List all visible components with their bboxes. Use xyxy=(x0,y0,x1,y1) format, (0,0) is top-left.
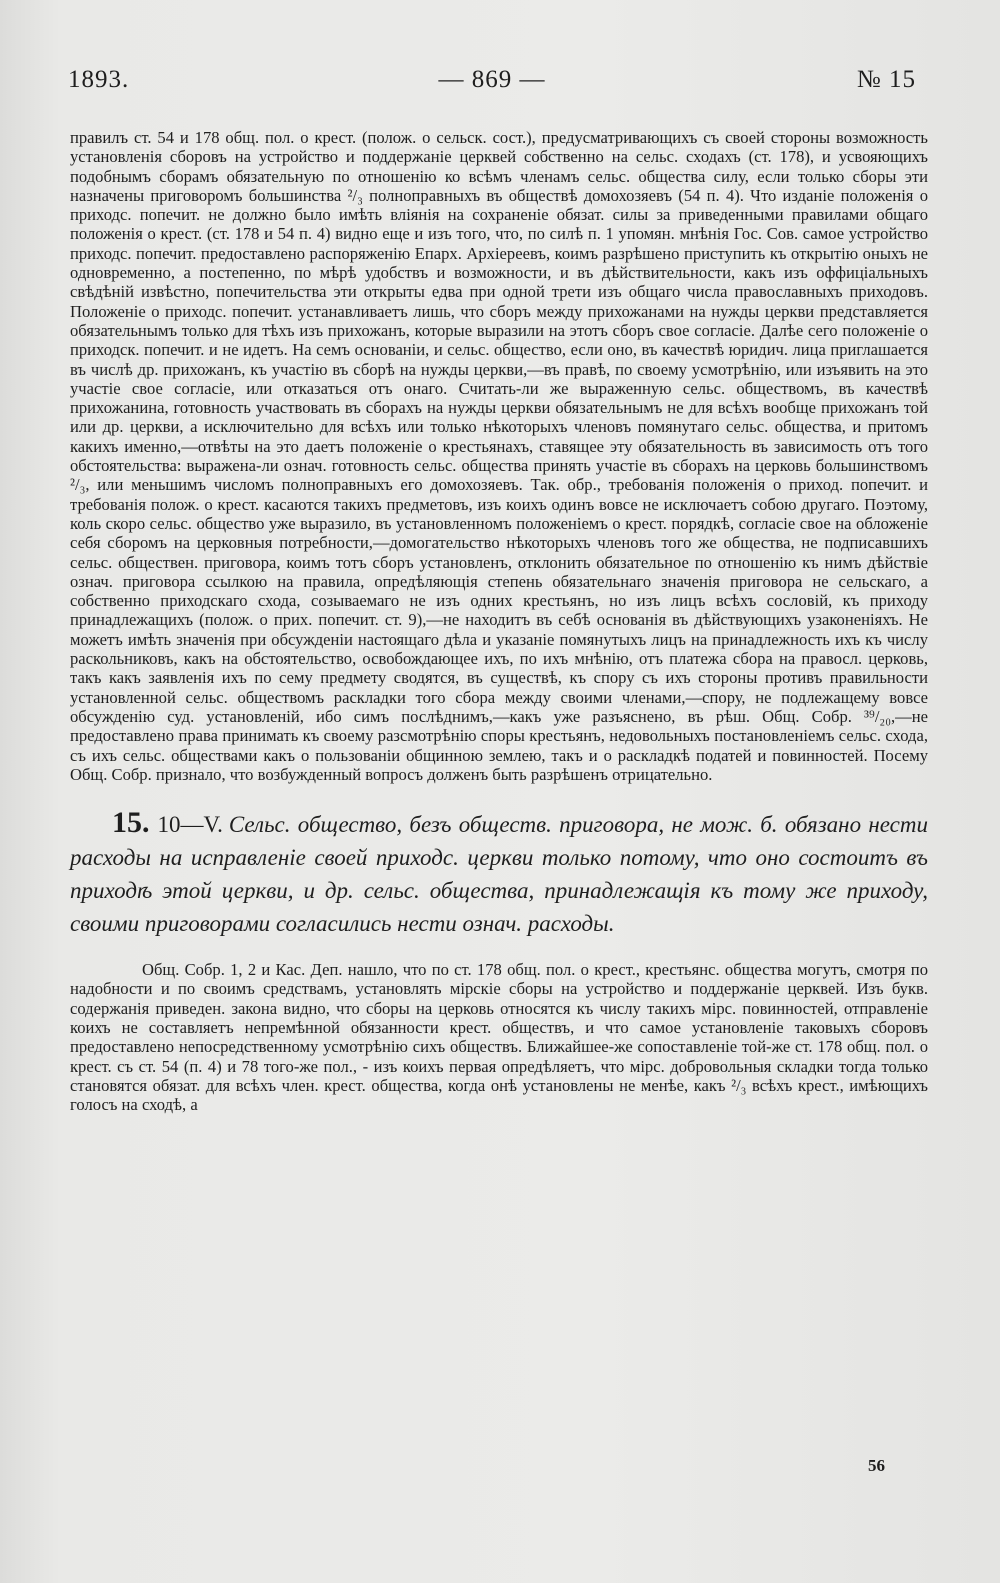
page-header xyxy=(68,66,916,106)
header-page-number: — 869 — xyxy=(438,66,546,93)
decision-date: 10—V. xyxy=(157,812,223,838)
decision-heading xyxy=(70,806,928,940)
header-issue-number: № 15 xyxy=(856,66,916,93)
paragraph-continued: правилъ ст. 54 и 178 общ. пол. о крест. (полож. о сельск. сост.), предусматривающихъ съ своей стороны возможность установленія сборовъ на устройство и поддержаніе церквей собственно на сельс. сходахъ (ст. 178), и усвояющихъ подобнымъ сборамъ обязательную по отношенію ко всѣмъ членамъ сельс. общества силу, если только сборы эти назначены приговоромъ большинства ²/₃ полноправныхъ въ обществѣ домохозяевъ (54 п. 4). Что изданіе положенія о приходс. попечит. не должно было имѣть вліянія на сохраненіе обязат. силы за приведенными правилами общаго положенія о крест. (ст. 178 и 54 п. 4) видно еще и изъ того, что, по силѣ п. 1 упомян. мнѣнія Гос. Сов. самое устройство приходс. попечит. предоставлено распоряженію Епарх. Архіереевъ, коимъ разрѣшено приступить къ открытію оныхъ не одновременно, а постепенно, по мѣрѣ удобствъ и возможности, и въ дѣйствительности, какъ изъ оффиціальныхъ свѣдѣній извѣстно, попечительства эти открыты едва при одной трети изъ общаго числа православныхъ приходовъ. Положеніе о приходс. попечит. устанавливаетъ лишь, что сборъ между прихожанами на нужды церкви представляется обязательнымъ только для тѣхъ изъ прихожанъ, которые выразили на этотъ сборъ свое согласіе. Далѣе сего положеніе о приходск. попечит. и не идетъ. На семъ основаніи, и сельс. общество, если оно, въ качествѣ юридич. лица приглашается въ числѣ др. прихожанъ, къ участію въ сборѣ на нужды церкви,—въ правѣ, по своему усмотрѣнію, или изъявить на это участіе свое согласіе, или отказаться отъ онаго. Считать-ли же выраженную сельс. обществомъ, въ качествѣ прихожанина, готовность участвовать въ сборахъ на нужды церкви обязательнымъ не для всѣхъ вообще прихожанъ той или др. церкви, а исключительно для всѣхъ или только нѣкоторыхъ членовъ помянутаго сельс. общества, и притомъ какихъ именно,—отвѣты на это даетъ положеніе о крестьянахъ, ставящее эту обязательность въ зависимость отъ того обстоятельства: выражена-ли означ. готовность сельс. общества принять участіе въ сборахъ на церковь большинствомъ ²/₃, или меньшимъ числомъ полноправныхъ его домохозяевъ. Так. обр., требованія положенія о приход. попечит. и требованія полож. о крест. касаются такихъ предметовъ, изъ коихъ одинъ вовсе не исключаетъ собою другаго. Поэтому, коль скоро сельс. общество уже выразило, въ установленномъ положеніемъ о крест. порядкѣ, согласіе свое на обложеніе себя сборомъ на церковныя потребности,—домогательство нѣкоторыхъ членовъ того же общества, не подписавшихъ сельс. обществен. приговора, коимъ тотъ сборъ установленъ, отклонить обязательное по отношенію къ нимъ дѣйствіе означ. приговора ссылкою на правила, опредѣляющія степень обязательнаго значенія приговора не сельскаго, а собственно приходскаго схода, созываемаго не изъ одних крестьянъ, но изъ лицъ всѣхъ сословій, къ приходу принадлежащихъ (полож. о прих. попечит. ст. 9),—не находитъ въ себѣ основанія въ дѣйствующихъ узаконеніяхъ. Не можетъ имѣть значенія при обсужденіи настоящаго дѣла и указаніе помянутыхъ лицъ на принадлежность ихъ къ числу раскольниковъ, какъ на обстоятельство, освобождающее ихъ, по ихъ мнѣнію, отъ платежа сбора на правосл. церковь, такъ какъ заявленія ихъ по сему предмету сводятся, въ существѣ, къ спору съ ихъ стороны противъ правильности установленной сельс. обществомъ раскладки того сбора между своими членами,—спору, не подлежащему вовсе обсужденію суд. установленій, ибо симъ послѣднимъ,—какъ уже разъяснено, въ рѣш. Общ. Собр. ³⁹/₂₀,—не предоставлено права принимать къ своему разсмотрѣнію споры крестьянъ, недовольныхъ постановленіемъ сельс. схода, съ ихъ сельс. обществами какъ о пользованіи общинною землею, такъ и о раскладкѣ податей и повинностей. Посему Общ. Собр. признало, что возбужденный вопросъ долженъ быть разрѣшенъ отрицательно. xyxy=(70,128,928,784)
signature-mark: 56 xyxy=(868,1456,885,1475)
decision-summary: Сельс. общество, безъ обществ. приговора, не мож. б. обязано нести расходы на исправленіе своей приходс. церкви только потому, что оно состоитъ въ приходѣ этой церкви, и др. сельс. общества, принадлежащія къ тому же приходу, своими приговорами согласились нести означ. расходы. xyxy=(70,812,928,937)
header-year: 1893. xyxy=(68,66,130,93)
decision-number: 15. xyxy=(112,806,150,840)
paragraph-decision-text xyxy=(70,960,928,1114)
page-body xyxy=(70,128,928,1114)
paragraph-decision-body: Общ. Собр. 1, 2 и Кас. Деп. нашло, что по ст. 178 общ. пол. о крест., крестьянс. общества могутъ, смотря по надобности и по своимъ средствамъ, установлять мірскіе сборы на устройство и поддержаніе церквей. Изъ букв. содержанія приведен. закона видно, что сборы на церковь относятся къ числу такихъ мірс. повинностей, отправленіе коихъ не составляетъ непремѣнной обязанности крест. обществъ, и что самое установленіе таковыхъ сборовъ предоставлено непосредственному усмотрѣнію сихъ обществъ. Ближайшее-же сопоставленіе той-же ст. 178 общ. пол. о крест. съ ст. 54 (п. 4) и 78 того-же пол., - изъ коихъ первая опредѣляетъ, что мірс. добровольныя складки тогда только становятся обязат. для всѣхъ член. крест. общества, когда онѣ установлены не менѣе, какъ ²/₃ всѣхъ крест., имѣющихъ голосъ на сходѣ, а xyxy=(70,960,928,1115)
